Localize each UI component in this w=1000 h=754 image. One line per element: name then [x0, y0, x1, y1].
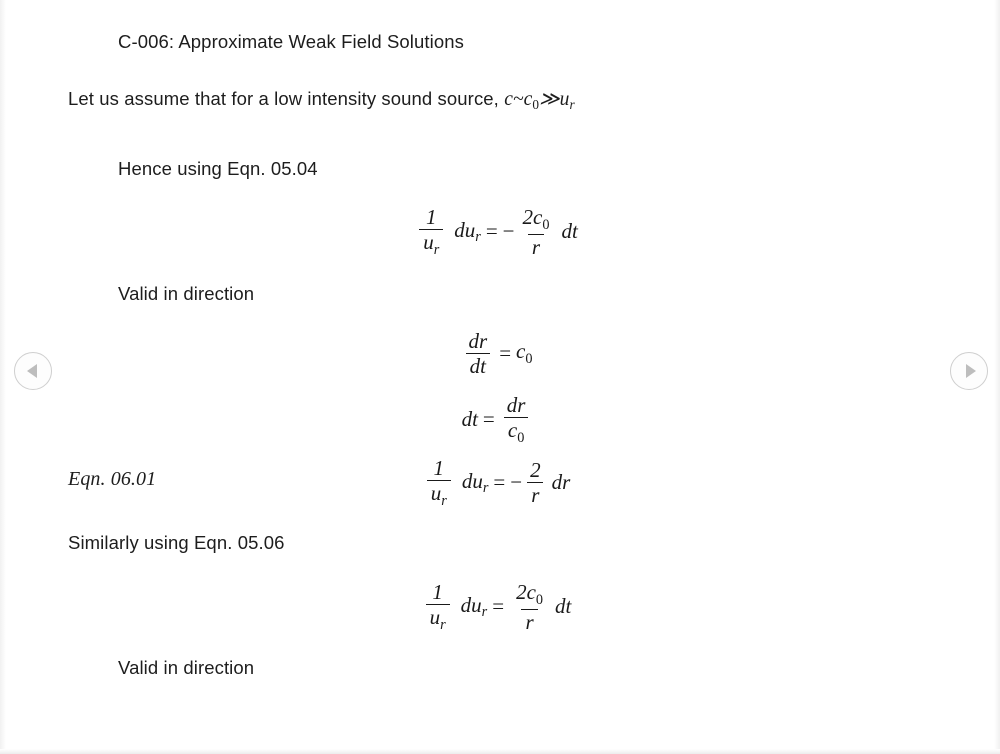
fraction-denominator: r [528, 234, 544, 258]
fraction-numerator: 1 [432, 580, 443, 604]
equation-4 [0, 457, 1000, 509]
valid-in-direction-text-2: Valid in direction [118, 657, 255, 678]
equation-3-math [462, 394, 533, 446]
fraction-numerator: dr [506, 393, 526, 417]
denominator-sub: r [433, 241, 440, 258]
fraction-2c0-over-r [512, 581, 547, 633]
fraction-one-over-ur [426, 581, 450, 633]
equation-2-math [462, 330, 533, 377]
equation-3 [0, 394, 1000, 446]
equation-2 [0, 330, 1000, 377]
symbol-ur-sub: r [569, 97, 575, 113]
differential-dur [454, 469, 489, 498]
trailing-dt: dt [561, 219, 578, 244]
equals-sign: = [482, 407, 495, 432]
differential-sub: r [481, 604, 488, 621]
symbol-c0 [516, 339, 532, 368]
previous-slide-button[interactable] [14, 352, 52, 390]
c0-base: c [516, 339, 526, 364]
fraction-denominator [427, 480, 451, 509]
chevron-left-icon [27, 364, 37, 378]
differential-sub: r [475, 229, 481, 246]
similarly-using-eqn-text: Similarly using Eqn. 05.06 [68, 532, 285, 553]
differential-base: du [454, 217, 476, 242]
fraction-numerator: 1 [433, 456, 445, 480]
hence-using-eqn-text: Hence using Eqn. 05.04 [118, 158, 318, 179]
fraction-denominator [426, 604, 450, 633]
equation-1-math [416, 206, 578, 258]
fraction-numerator [519, 206, 554, 234]
chevron-right-icon [966, 364, 976, 378]
symbol-c: c [504, 89, 513, 110]
fraction-numerator: dr [468, 329, 488, 353]
equals-sign: = [492, 594, 505, 619]
trailing-dt: dt [555, 594, 572, 619]
intro-paragraph [68, 87, 575, 113]
fraction-denominator: r [521, 609, 537, 633]
fraction-one-over-ur [427, 457, 451, 509]
page-edge-bottom [0, 749, 1000, 754]
symbol-tilde: ~ [512, 89, 524, 110]
denominator-base: u [430, 481, 442, 506]
minus-sign: − [510, 470, 523, 495]
denominator-base: u [423, 230, 434, 255]
equation-4-math [424, 457, 571, 509]
numerator-sub: 0 [542, 216, 550, 233]
equation-1 [0, 206, 1000, 258]
differential-base: du [460, 592, 482, 617]
denominator-sub: 0 [517, 429, 525, 446]
fraction-2c0-over-r [519, 206, 554, 258]
valid-in-direction-text-1: Valid in direction [118, 283, 255, 304]
intro-inline-math [504, 89, 575, 113]
fraction-dr-over-dt [465, 330, 492, 377]
numerator-coeff: 2c [522, 205, 543, 229]
denominator-base: u [429, 605, 441, 630]
symbol-much-greater: ≫ [539, 89, 560, 110]
differential-base: du [461, 468, 483, 493]
fraction-dr-over-c0 [503, 394, 530, 446]
differential-sub: r [482, 480, 489, 497]
next-slide-button[interactable] [950, 352, 988, 390]
fraction-numerator: 2 [530, 458, 541, 483]
fraction-denominator [504, 417, 528, 446]
equation-5-math [423, 581, 572, 633]
slide-title: C-006: Approximate Weak Field Solutions [118, 31, 464, 52]
fraction-numerator: 1 [425, 205, 437, 229]
minus-sign: − [502, 219, 515, 244]
equals-sign: = [485, 219, 498, 244]
fraction-denominator [419, 229, 443, 258]
symbol-c0-base: c [523, 89, 533, 110]
numerator-sub: 0 [535, 591, 544, 608]
fraction-numerator [512, 581, 547, 609]
fraction-2-over-r [526, 459, 545, 506]
equals-sign: = [493, 470, 506, 495]
lhs-dt: dt [461, 407, 478, 432]
equation-5 [0, 581, 1000, 633]
fraction-denominator: dt [466, 353, 490, 377]
intro-text: Let us assume that for a low intensity sound source, [68, 88, 499, 109]
symbol-ur-base: u [559, 89, 570, 110]
differential-dur [453, 593, 488, 622]
trailing-dr: dr [551, 470, 571, 495]
denominator-sub: r [441, 492, 447, 509]
differential-dur [446, 218, 481, 247]
equals-sign: = [499, 341, 512, 366]
denominator-base: c [507, 418, 518, 443]
c0-sub: 0 [525, 350, 533, 367]
fraction-one-over-ur [419, 206, 443, 258]
fraction-denominator: r [527, 482, 543, 506]
symbol-c0-sub: 0 [532, 97, 540, 113]
numerator-coeff: 2c [516, 580, 536, 604]
denominator-sub: r [440, 616, 446, 633]
equation-number-label: Eqn. 06.01 [68, 468, 157, 490]
